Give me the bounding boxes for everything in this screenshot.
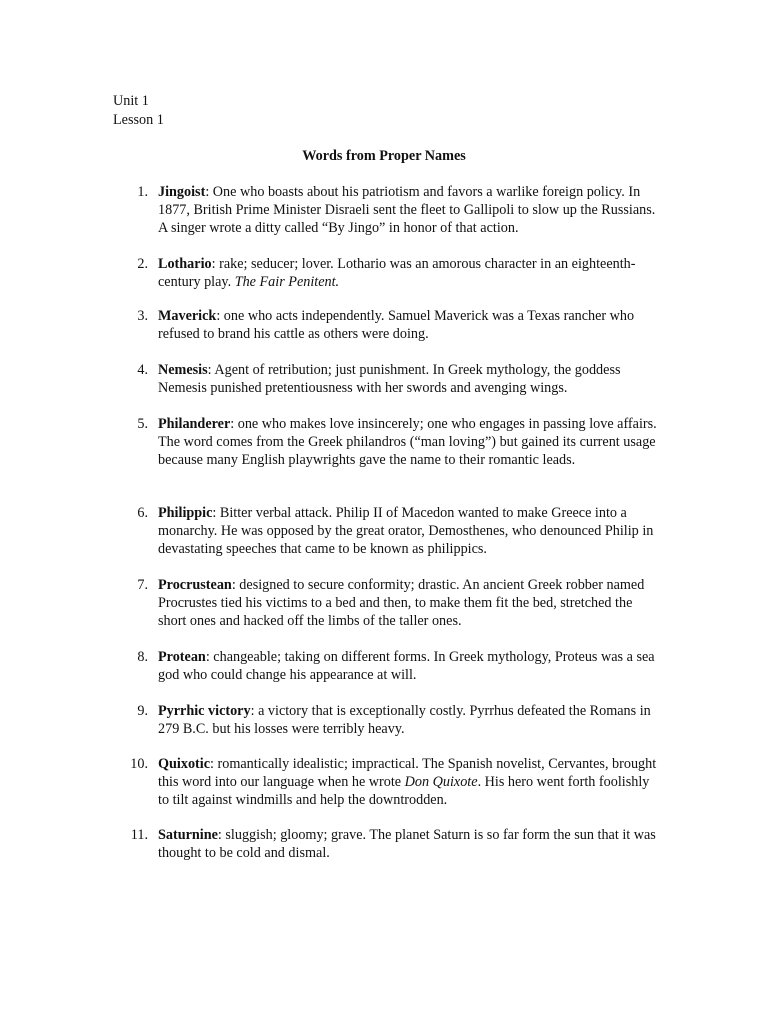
page-title: Words from Proper Names <box>302 148 466 164</box>
item-term: Jingoist <box>158 184 206 200</box>
item-term: Philanderer <box>158 416 231 432</box>
item-text <box>158 307 663 343</box>
item-text <box>158 504 663 558</box>
item-definition: : Bitter verbal attack. Philip II of Macedon wanted to make Greece into a monarchy. He was opposed by the great orator, Demosthenes, who denounced Philip in devastating speeches that came to be known as philippics. <box>158 505 654 557</box>
item-definition: : changeable; taking on different forms. In Greek mythology, Proteus was a sea god who could change his appearance at will. <box>158 649 655 683</box>
item-text <box>158 576 663 630</box>
item-term: Procrustean <box>158 577 232 593</box>
item-term: Nemesis <box>158 362 208 378</box>
item-text <box>158 361 663 397</box>
item-text <box>158 702 663 738</box>
item-term: Quixotic <box>158 756 211 772</box>
item-term: Maverick <box>158 308 217 324</box>
document-header <box>113 92 164 130</box>
item-definition: : designed to secure conformity; drastic. An ancient Greek robber named Procrustes tied his victims to a bed and then, to make them fit the bed, stretched the short ones and hacked off the limbs of the taller ones. <box>158 577 645 629</box>
item-number: 9. <box>137 703 148 719</box>
item-number: 7. <box>137 577 148 593</box>
item-term: Lothario <box>158 256 212 272</box>
item-number: 2. <box>137 256 148 272</box>
item-number: 4. <box>137 362 148 378</box>
item-text <box>158 826 663 862</box>
item-definition: : one who acts independently. Samuel Maverick was a Texas rancher who refused to brand his cattle as others were doing. <box>158 308 635 342</box>
item-text <box>158 755 663 809</box>
item-definition: : a victory that is exceptionally costly. Pyrrhus defeated the Romans in 279 B.C. but his losses were terribly heavy. <box>158 703 651 737</box>
item-text <box>158 183 663 237</box>
item-definition: : One who boasts about his patriotism and favors a warlike foreign policy. In 1877, British Prime Minister Disraeli sent the fleet to Gallipoli to slow up the Russians. A singer wrote a ditty called “By Jingo” in honor of that action. <box>158 184 656 236</box>
item-term: Protean <box>158 649 206 665</box>
item-term: Pyrrhic victory <box>158 703 251 719</box>
item-text <box>158 648 663 684</box>
item-text <box>158 255 663 291</box>
item-term: Saturnine <box>158 827 218 843</box>
item-number: 6. <box>137 505 148 521</box>
item-number: 11. <box>130 827 148 843</box>
item-italic-title: Don Quixote <box>404 774 478 790</box>
item-term: Philippic <box>158 505 213 521</box>
item-number: 8. <box>137 649 148 665</box>
lesson-label: Lesson 1 <box>113 112 164 128</box>
item-number: 3. <box>137 308 148 324</box>
item-definition: : sluggish; gloomy; grave. The planet Saturn is so far form the sun that it was thought to be cold and dismal. <box>158 827 656 861</box>
item-text <box>158 415 663 469</box>
item-number: 1. <box>137 184 148 200</box>
item-definition: : Agent of retribution; just punishment. In Greek mythology, the goddess Nemesis punished pretentiousness with her swords and avenging wings. <box>158 362 621 396</box>
unit-label: Unit 1 <box>113 93 149 109</box>
item-definition-continued: . His hero went forth foolishly to tilt against windmills and help the downtrodden. <box>158 774 650 808</box>
item-definition: : rake; seducer; lover. Lothario was an amorous character in an eighteenth-century play. <box>158 256 636 290</box>
item-number: 5. <box>137 416 148 432</box>
item-definition: : romantically idealistic; impractical. The Spanish novelist, Cervantes, brought this word into our language when he wrote <box>158 756 657 790</box>
item-number: 10. <box>130 756 148 772</box>
item-italic-title: The Fair Penitent. <box>234 274 340 290</box>
item-definition: : one who makes love insincerely; one who engages in passing love affairs. The word comes from the Greek philandros (“man loving”) but gained its current usage because many English playwrights gave the name to their romantic leads. <box>158 416 657 468</box>
